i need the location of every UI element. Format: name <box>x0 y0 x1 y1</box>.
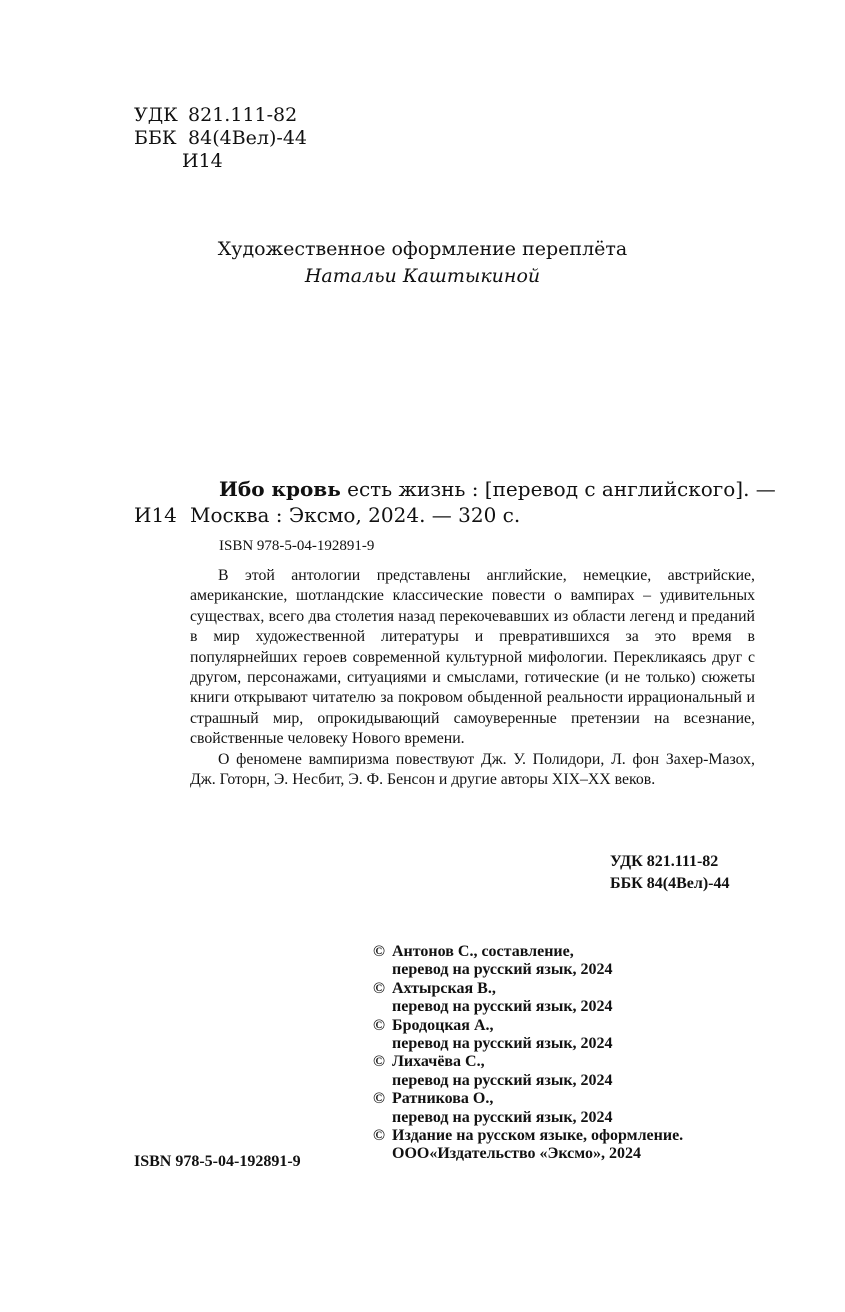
bbk-label: ББК <box>134 127 177 149</box>
copyright-symbol: © <box>373 1016 385 1034</box>
abstract <box>190 566 755 790</box>
copyright-symbol: © <box>373 943 385 960</box>
abstract-paragraph-1: В этой антологии представлены английские, немецкие, австрийские, американские, шотландские классические повести о вампирах – удивительных существах, всего два столетия назад перекочевавших из области легенд и преданий в мир художественной литературы и превратившихся за это время в популярнейших героев современной культурной мифологии. Перекликаясь друг с другом, персонажами, ситуациями и смыслами, готические (и не только) сюжеты книги открывают читателю за покровом обыденной реальности иррациональный и страшный мир, опрокидывающий самоуверенные претензии на всезнание, свойственные человеку Нового времени. <box>190 567 755 748</box>
copyright-block <box>373 943 683 1164</box>
copyright-line2: перевод на русский язык, 2024 <box>392 1108 613 1126</box>
copyright-line1: Издание на русском языке, оформление. <box>392 1127 684 1145</box>
design-credit <box>0 236 845 290</box>
udk-label: УДК <box>134 104 178 126</box>
copyright-line2: ООО«Издательство «Эксмо», 2024 <box>392 1145 641 1163</box>
copyright-line1: Антонов С., составление, <box>392 943 574 960</box>
entry-title <box>219 477 776 501</box>
copyright-item <box>373 980 683 1017</box>
codes-right-bbk: ББК 84(4Вел)-44 <box>610 875 730 892</box>
udk-value: 821.111-82 <box>188 104 298 126</box>
design-credit-line1: Художественное оформление переплёта <box>217 238 628 260</box>
entry-title-bold: Ибо кровь <box>219 477 341 501</box>
copyright-line1: Ратникова О., <box>392 1090 494 1108</box>
copyright-symbol: © <box>373 979 385 997</box>
copyright-item <box>373 943 683 980</box>
copyright-line1: Лихачёва С., <box>392 1053 485 1071</box>
copyright-line1: Бродоцкая А., <box>392 1016 494 1034</box>
design-credit-artist: Натальи Каштыкиной <box>304 265 541 287</box>
bbk-line <box>134 127 307 150</box>
copyright-line2: перевод на русский язык, 2024 <box>392 998 613 1016</box>
copyright-line1: Ахтырская В., <box>392 979 496 997</box>
codes-right <box>610 851 730 895</box>
codes-right-udk: УДК 821.111-82 <box>610 853 719 870</box>
copyright-item <box>373 1090 683 1127</box>
entry-title-rest: есть жизнь : [перевод с английского]. — <box>340 477 776 501</box>
entry-publisher: Москва : Эксмо, 2024. — 320 с. <box>190 503 521 527</box>
copyright-item <box>373 1053 683 1090</box>
copyright-line2: перевод на русский язык, 2024 <box>392 1035 613 1053</box>
copyright-line2: перевод на русский язык, 2024 <box>392 961 613 979</box>
copyright-symbol: © <box>373 1053 385 1071</box>
copyright-symbol: © <box>373 1127 385 1145</box>
entry-isbn: ISBN 978-5-04-192891-9 <box>219 538 375 554</box>
isbn-bottom: ISBN 978-5-04-192891-9 <box>134 1153 301 1170</box>
abstract-paragraph-2: О феномене вампиризма повествуют Дж. У. Полидори, Л. фон Захер-Мазох, Дж. Готорн, Э. Несбит, Э. Ф. Бенсон и другие авторы XIX–XX веков. <box>190 750 755 789</box>
copyright-line2: перевод на русский язык, 2024 <box>392 1071 613 1089</box>
entry-code: И14 <box>134 503 177 527</box>
bbk-value: 84(4Вел)-44 <box>188 127 308 149</box>
author-sign: И14 <box>182 150 223 172</box>
udk-line <box>134 104 297 127</box>
copyright-symbol: © <box>373 1090 385 1108</box>
copyright-item <box>373 1017 683 1054</box>
copyright-item <box>373 1127 683 1164</box>
